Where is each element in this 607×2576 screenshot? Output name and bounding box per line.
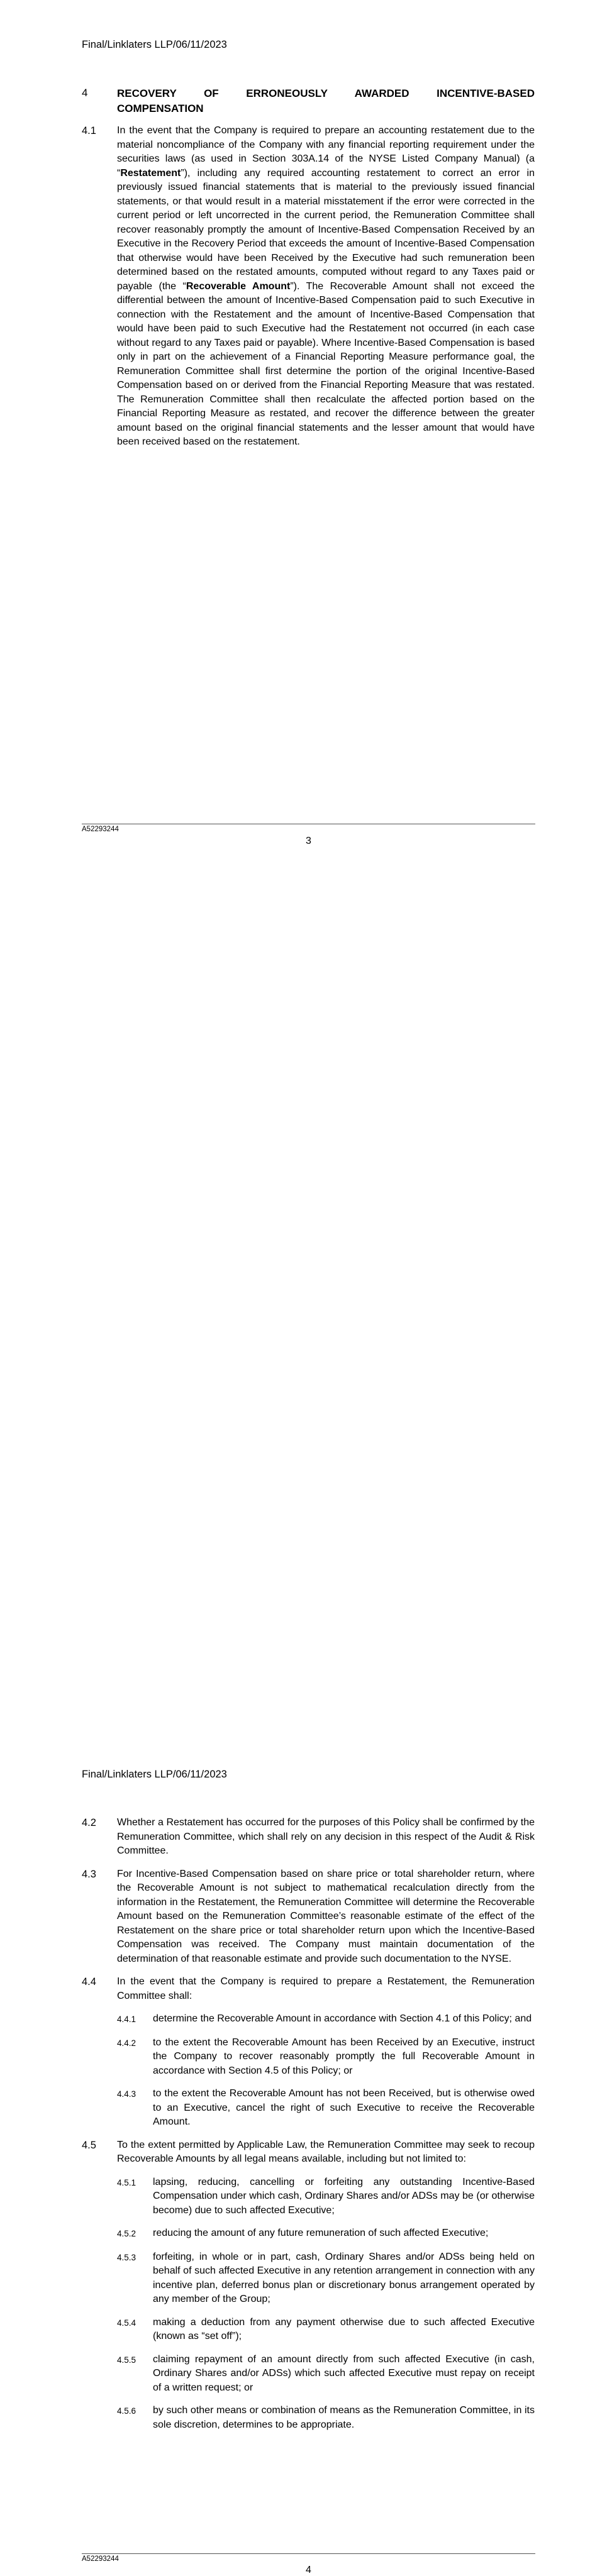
subclause-number: 4.5.5 xyxy=(117,2355,136,2365)
subclause-number: 4.5.6 xyxy=(117,2406,136,2416)
subclause-4-5-6 xyxy=(117,2404,535,2432)
defined-term-restatement: Restatement xyxy=(120,167,181,179)
clause-4-2 xyxy=(82,1816,535,1859)
subclause-number: 4.4.2 xyxy=(117,2038,136,2048)
document-page-4 xyxy=(0,858,607,2575)
page-header: Final/Linklaters LLP/06/11/2023 xyxy=(82,39,227,50)
subclause-text: determine the Recoverable Amount in accordance with Section 4.1 of this Policy; and xyxy=(153,2013,532,2024)
subclause-4-4-2 xyxy=(117,2036,535,2079)
subclause-text: claiming repayment of an amount directly from such affected Executive (in cash, Ordinary Shares and/or ADSs) which such affected Executive must repay on receipt of a written request; or xyxy=(153,2353,535,2393)
clause-4-5 xyxy=(82,2138,535,2167)
clause-number: 4.4 xyxy=(82,1976,96,1987)
clause-text: In the event that the Company is required to prepare a Restatement, the Remuneration Committee shall: xyxy=(117,1976,535,2001)
subclause-text: forfeiting, in whole or in part, cash, Ordinary Shares and/or ADSs being held on behalf of such affected Executive in any retention arrangement in connection with any incentive plan, deferred bonus plan or discretionary bonus arrangement operated by any member of the Group; xyxy=(153,2251,535,2304)
page-number: 4 xyxy=(306,2565,311,2575)
clause-4-3 xyxy=(82,1867,535,1967)
page-number: 3 xyxy=(306,836,311,846)
subclause-number: 4.5.4 xyxy=(117,2318,136,2328)
clause-text: To the extent permitted by Applicable Law, the Remuneration Committee may seek to recoup Recoverable Amounts by all legal means available, including but not limited to: xyxy=(117,2139,535,2164)
subclause-4-4-1 xyxy=(117,2012,535,2027)
subclause-4-5-3 xyxy=(117,2250,535,2307)
subclause-text: lapsing, reducing, cancelling or forfeiting any outstanding Incentive-Based Compensation under which cash, Ordinary Shares and/or ADSs may be (or otherwise become) due to such affected Executive; xyxy=(153,2176,535,2216)
clause-4-4 xyxy=(82,1975,535,2003)
subclause-text: by such other means or combination of means as the Remuneration Committee, in its sole discretion, determines to be appropriate. xyxy=(153,2405,535,2430)
subclause-text: reducing the amount of any future remuneration of such affected Executive; xyxy=(153,2228,489,2238)
subclause-4-5-2 xyxy=(117,2226,535,2242)
section-number: 4 xyxy=(82,87,88,99)
subclause-4-5-4 xyxy=(117,2316,535,2344)
footer-divider xyxy=(82,2553,535,2554)
section-title-line-1: RECOVERY OF ERRONEOUSLY AWARDED INCENTIVE-BASED xyxy=(117,87,535,99)
clause-number: 4.3 xyxy=(82,1868,96,1880)
clause-number: 4.5 xyxy=(82,2139,96,2151)
subclause-number: 4.5.1 xyxy=(117,2177,136,2187)
subclause-text: making a deduction from any payment otherwise due to such affected Executive (known as “set off”); xyxy=(153,2316,535,2341)
document-page-3 xyxy=(0,0,607,858)
defined-term-recoverable-amount: Recoverable Amount xyxy=(186,280,291,292)
subclause-text: to the extent the Recoverable Amount has been Received by an Executive, instruct the Company to recover reasonably promptly the full Recoverable Amount in accordance with Section 4.5 of this Policy; or xyxy=(153,2037,535,2076)
clause-text: For Incentive-Based Compensation based on share price or total shareholder return, where the Recoverable Amount is not subject to mathematical recalculation directly from the information in the Restatement, the Remuneration Committee will determine the Recoverable Amount based on the Remuneration Committee’s reasonable estimate of the effect of the Restatement on the share price or total shareholder return upon which the Incentive-Based Compensation was received. The Company must maintain documentation of the determination of that reasonable estimate and provide such documentation to the NYSE. xyxy=(117,1868,535,1964)
subclause-number: 4.4.3 xyxy=(117,2089,136,2099)
footer-document-reference: A52293244 xyxy=(82,826,119,833)
clause-text-part-b: ”), including any required accounting restatement to correct an error in previously issued financial statements that is material to the previously issued financial statements, or that would result in a material misstatement if the error were corrected in the current period or left uncorrected in the current period, the Remuneration Committee shall recover reasonably promptly the amount of Incentive-Based Compensation Received by an Executive in the Recovery Period that exceeds the amount of Incentive-Based Compensation that otherwise would have been Received by the Executive had such remuneration been determined based on the restated amounts, computed without regard to any Taxes paid or payable (the “ xyxy=(117,167,535,292)
subclause-number: 4.5.3 xyxy=(117,2252,136,2262)
subclause-4-4-3 xyxy=(117,2087,535,2130)
footer-document-reference: A52293244 xyxy=(82,2555,119,2563)
page-content xyxy=(82,86,535,458)
subclause-4-5-5 xyxy=(117,2353,535,2396)
clause-number: 4.1 xyxy=(82,125,96,136)
clause-text-part-a: In the event that the Company is required to prepare an accounting restatement due to the material noncompliance of the Company with any financial reporting requirement under the securities laws (as used in Section 303A.14 of the NYSE Listed Company Manual) (a “ xyxy=(117,125,535,179)
page-content xyxy=(82,1816,535,2441)
clause-text: Whether a Restatement has occurred for the purposes of this Policy shall be confirmed by the Remuneration Committee, which shall rely on any decision in this respect of the Audit & Risk Committee. xyxy=(117,1817,535,1856)
section-heading xyxy=(82,86,535,116)
clause-number: 4.2 xyxy=(82,1817,96,1828)
subclause-number: 4.4.1 xyxy=(117,2015,136,2024)
section-title-line-2: COMPENSATION xyxy=(117,102,204,114)
subclause-text: to the extent the Recoverable Amount has not been Received, but is otherwise owed to an Executive, cancel the right of such Executive to receive the Recoverable Amount. xyxy=(153,2088,535,2127)
clause-text xyxy=(117,124,535,450)
clause-text-part-c: ”). The Recoverable Amount shall not exceed the differential between the amount of Incentive-Based Compensation paid to such Executive in connection with the Restatement and the amount of Incentive-Based Compensation that would have been paid to such Executive had the Restatement not occurred (in each case without regard to any Taxes paid or payable). Where Incentive-Based Compensation is based only in part on the achievement of a Financial Reporting Measure performance goal, the Remuneration Committee shall first determine the portion of the original Incentive-Based Compensation based on or derived from the Financial Reporting Measure that was restated. The Remuneration Committee shall then recalculate the affected portion based on the Financial Reporting Measure as restated, and recover the difference between the greater amount based on the original financial statements and the lesser amount that would have been received based on the restatement. xyxy=(117,280,535,447)
subclause-4-5-1 xyxy=(117,2175,535,2218)
section-title xyxy=(117,86,535,116)
page-header: Final/Linklaters LLP/06/11/2023 xyxy=(82,1769,227,1780)
clause-4-1 xyxy=(82,124,535,450)
subclause-number: 4.5.2 xyxy=(117,2229,136,2238)
